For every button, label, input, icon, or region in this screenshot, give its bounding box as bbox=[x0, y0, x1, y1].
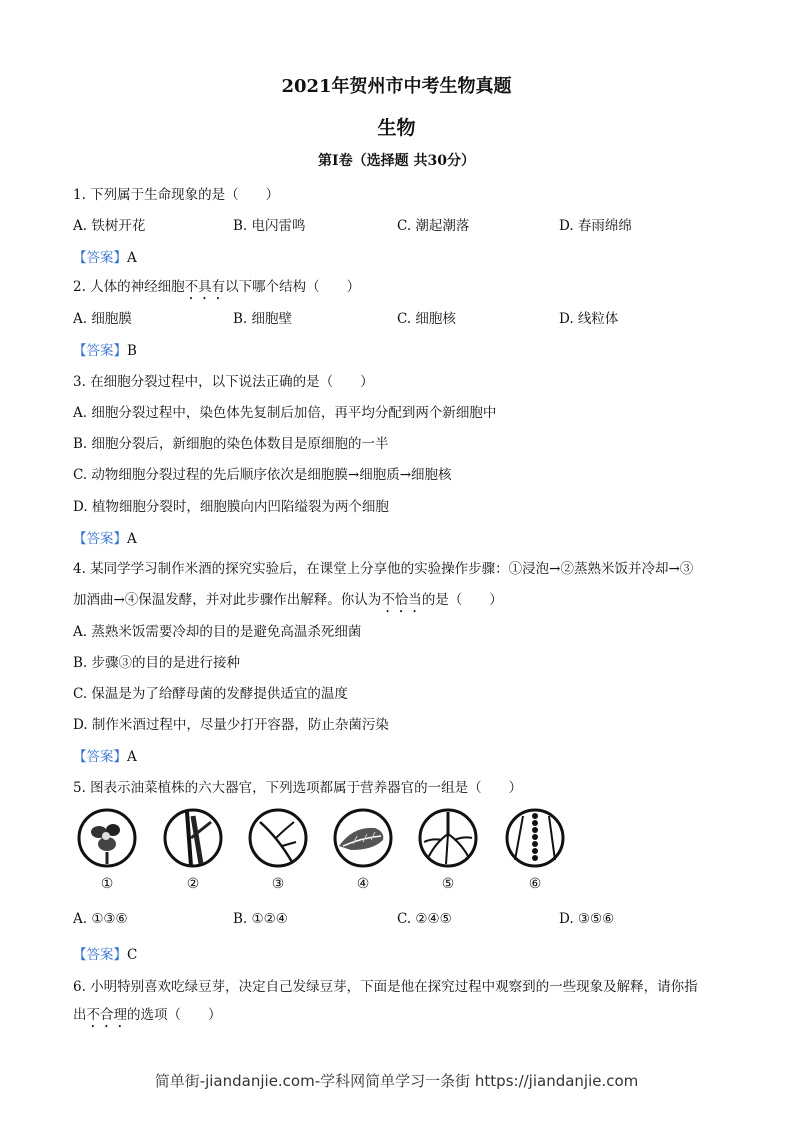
question-1-option-b: B. 电闪雷鸣 bbox=[233, 218, 306, 234]
question-4-answer bbox=[73, 745, 137, 765]
stem-text: 的选项（ ） bbox=[127, 1007, 222, 1023]
question-1-option-a: A. 铁树开花 bbox=[73, 218, 146, 234]
question-1-stem: 1. 下列属于生命现象的是（ ） bbox=[73, 187, 280, 203]
figure-label-2: ② bbox=[186, 876, 200, 892]
answer-label: 【答案】 bbox=[73, 749, 127, 765]
question-6-stem-line2 bbox=[73, 1003, 222, 1031]
question-3-option-a: A. 细胞分裂过程中，染色体先复制后加倍，再平均分配到两个新细胞中 bbox=[73, 405, 497, 421]
root-organ-image bbox=[418, 808, 478, 868]
stem-emphasis: 不具有 bbox=[184, 279, 226, 295]
section-heading: 第I卷（选择题 共30分） bbox=[318, 153, 475, 169]
question-2-option-b: B. 细胞壁 bbox=[233, 311, 293, 327]
question-5-answer bbox=[73, 943, 137, 963]
answer-label: 【答案】 bbox=[73, 531, 127, 547]
answer-label: 【答案】 bbox=[73, 947, 127, 963]
question-6-stem-line1: 6. 小明特别喜欢吃绿豆芽，决定自己发绿豆芽，下面是他在探究过程中观察到的一些现象及解释，请你指 bbox=[73, 979, 698, 995]
question-4-option-d: D. 制作米酒过程中，尽量少打开容器，防止杂菌污染 bbox=[73, 717, 389, 733]
question-3-option-c: C. 动物细胞分裂过程的先后顺序依次是细胞膜→细胞质→细胞核 bbox=[73, 467, 452, 483]
answer-value: B bbox=[127, 343, 137, 359]
question-4-stem-line1: 4. 某同学学习制作米酒的探究实验后，在课堂上分享他的实验操作步骤：①浸泡→②蒸熟米饭并冷却→③ bbox=[73, 561, 694, 577]
figure-label-4: ④ bbox=[356, 876, 370, 892]
stem-text: 的是（ ） bbox=[421, 592, 503, 608]
stem-organ-image bbox=[248, 808, 308, 868]
answer-label: 【答案】 bbox=[73, 250, 127, 266]
stem-emphasis: 不恰当 bbox=[381, 592, 422, 608]
page-subtitle: 生物 bbox=[377, 117, 416, 139]
question-2-answer bbox=[73, 339, 137, 359]
question-5-option-d: D. ③⑤⑥ bbox=[559, 911, 615, 927]
question-4-option-c: C. 保温是为了给酵母菌的发酵提供适宜的温度 bbox=[73, 686, 348, 702]
answer-value: A bbox=[127, 749, 137, 765]
question-3-option-b: B. 细胞分裂后，新细胞的染色体数目是原细胞的一半 bbox=[73, 436, 389, 452]
page-title: 2021年贺州市中考生物真题 bbox=[281, 76, 512, 97]
answer-label: 【答案】 bbox=[73, 343, 127, 359]
question-1-answer bbox=[73, 246, 137, 266]
stem-text: 2. 人体的神经细胞 bbox=[73, 279, 185, 295]
answer-value: C bbox=[127, 947, 138, 963]
question-2-option-a: A. 细胞膜 bbox=[73, 311, 132, 327]
answer-value: A bbox=[127, 250, 137, 266]
question-2-stem bbox=[73, 275, 360, 303]
stem-text: 出 bbox=[73, 1007, 87, 1023]
flower-organ-image bbox=[77, 808, 137, 868]
figure-label-1: ① bbox=[100, 876, 114, 892]
stem-text: 加酒曲→④保温发酵，并对此步骤作出解释。你认为 bbox=[73, 592, 382, 608]
figure-label-3: ③ bbox=[271, 876, 285, 892]
figure-label-5: ⑤ bbox=[441, 876, 455, 892]
question-4-option-a: A. 蒸熟米饭需要冷却的目的是避免高温杀死细菌 bbox=[73, 624, 362, 640]
question-5-option-c: C. ②④⑤ bbox=[397, 911, 452, 927]
stem-text: 以下哪个结构（ ） bbox=[225, 279, 361, 295]
question-1-option-c: C. 潮起潮落 bbox=[397, 218, 470, 234]
question-2-option-c: C. 细胞核 bbox=[397, 311, 456, 327]
question-3-answer bbox=[73, 527, 137, 547]
question-5-option-a: A. ①③⑥ bbox=[73, 911, 128, 927]
stem-emphasis: 不合理 bbox=[86, 1007, 127, 1023]
question-5-option-b: B. ①②④ bbox=[233, 911, 288, 927]
question-3-stem: 3. 在细胞分裂过程中，以下说法正确的是（ ） bbox=[73, 374, 374, 390]
question-5-stem: 5. 图表示油菜植株的六大器官，下列选项都属于营养器官的一组是（ ） bbox=[73, 780, 523, 796]
leaf-organ-image bbox=[333, 808, 393, 868]
question-2-option-d: D. 线粒体 bbox=[559, 311, 619, 327]
question-4-option-b: B. 步骤③的目的是进行接种 bbox=[73, 655, 241, 671]
question-1-option-d: D. 春雨绵绵 bbox=[559, 218, 632, 234]
question-3-option-d: D. 植物细胞分裂时，细胞膜向内凹陷缢裂为两个细胞 bbox=[73, 499, 389, 515]
page-footer-watermark: 简单街-jiandanjie.com-学科网简单学习一条街 https://jiandanjie.com bbox=[154, 1072, 639, 1090]
answer-value: A bbox=[127, 531, 137, 547]
seed-organ-image bbox=[505, 808, 565, 868]
figure-label-6: ⑥ bbox=[528, 876, 542, 892]
fruit-organ-image bbox=[163, 808, 223, 868]
question-4-stem-line2 bbox=[73, 588, 503, 616]
